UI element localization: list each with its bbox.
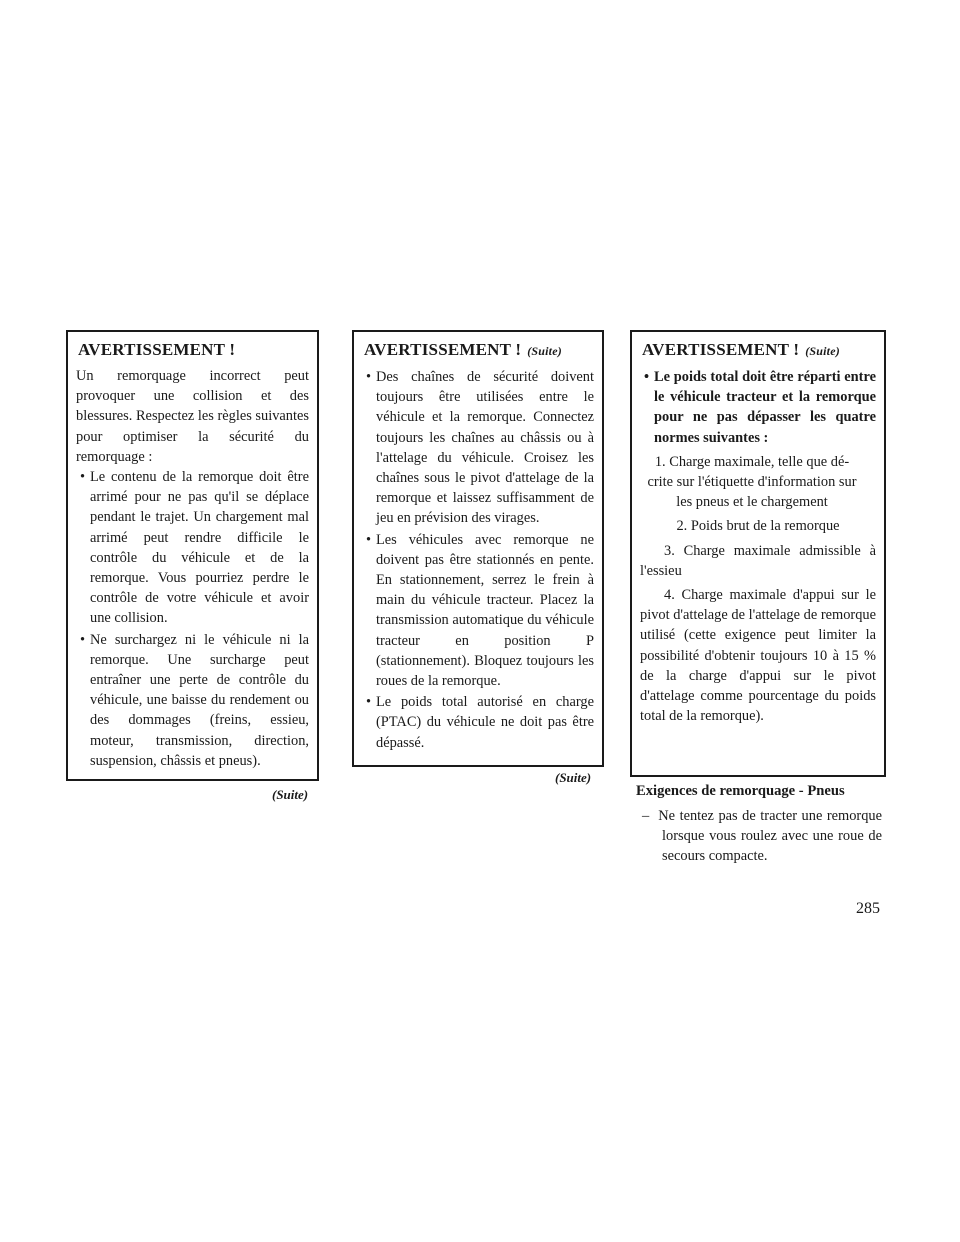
bullet-item: • Les véhicules avec remorque ne doivent pas être stationnés en pente. En stationnement, serrez le frein à main du véhicule tracteur. Placez la transmission automatique du véhicule tracteur en position P (stationnement). Bloquez toujours les roues de la remorque. <box>366 531 594 690</box>
continued-label: (Suite) <box>555 770 592 785</box>
continued-tag: (Suite) <box>805 344 840 358</box>
bullet-icon: • <box>80 469 86 486</box>
dash-icon: – <box>642 808 659 824</box>
bullet-icon: • <box>366 369 372 385</box>
norm-item-3: 3. Charge maximale admissible à l'essieu <box>640 542 876 579</box>
norm-item-1: 1. Charge maximale, telle que dé- crite sur l'étiquette d'information sur les pneus et le chargement <box>647 453 857 511</box>
dash-list-item: – Ne tentez pas de tracter une remorque lorsque vous roulez avec une roue de secours compacte. <box>642 808 882 865</box>
page-number: 285 <box>856 900 880 917</box>
norm-item-4: 4. Charge maximale d'appui sur le pivot d'attelage de l'attelage de remorque utilisé (cette exigence peut limiter la possibilité d'obtenir toujours 10 à 15 % de la charge d'appui sur le pivot d'attelage comme pourcentage du poids total de la remorque). <box>640 587 876 725</box>
continued-label: (Suite) <box>272 787 309 802</box>
warning-bullets <box>640 367 876 448</box>
bullet-icon: • <box>80 631 86 648</box>
norm-item-2: 2. Poids brut de la remorque <box>676 518 840 535</box>
bullet-item: • Le contenu de la remorque doit être arrimé pour ne pas qu'il se déplace pendant le trajet. Un chargement mal arrimé peut rendre difficile le contrôle du véhicule et de la remorque. Vous pourriez perdre le contrôle de votre véhicule et avoir une collision. <box>80 469 309 627</box>
warning-title: AVERTISSEMENT ! <box>78 340 236 359</box>
warning-box-2 <box>352 330 604 767</box>
bullet-item: • Ne surchargez ni le véhicule ni la remorque. Une surcharge peut entraîner une perte de contrôle du véhicule, une baisse du rendement ou des dommages (freins, essieu, moteur, transmission, direction, suspension, châssis et pneus). <box>80 631 309 769</box>
warning-bullets <box>362 367 594 753</box>
warning-box-1 <box>66 330 319 781</box>
warning-box-3 <box>630 330 886 777</box>
bullet-icon: • <box>366 531 372 548</box>
bullet-item: • Le poids total autorisé en charge (PTAC) du véhicule ne doit pas être dépassé. <box>366 694 594 751</box>
bullet-item: • Le poids total doit être réparti entre le véhicule tracteur et la remorque pour ne pas dépasser les quatre normes suivantes : <box>644 369 876 446</box>
warning-title: AVERTISSEMENT ! (Suite) <box>642 340 840 359</box>
warning-title: AVERTISSEMENT ! (Suite) <box>364 340 562 359</box>
continued-tag: (Suite) <box>527 344 562 358</box>
bullet-icon: • <box>644 369 650 385</box>
warning-intro: Un remorquage incorrect peut provoquer une collision et des blessures. Respectez les règles suivantes pour optimiser la sécurité du remorquage : <box>76 368 309 465</box>
warning-bullets <box>76 467 309 771</box>
bullet-item: • Des chaînes de sécurité doivent toujours être utilisées entre le véhicule et la remorque. Connectez toujours les chaînes au châssis ou à l'attelage du véhicule. Croisez les chaînes sous le pivot d'attelage de la remorque et laissez suffisamment de jeu en prévision des virages. <box>366 369 594 527</box>
section-heading: Exigences de remorquage - Pneus <box>636 783 845 799</box>
bullet-icon: • <box>366 694 372 711</box>
